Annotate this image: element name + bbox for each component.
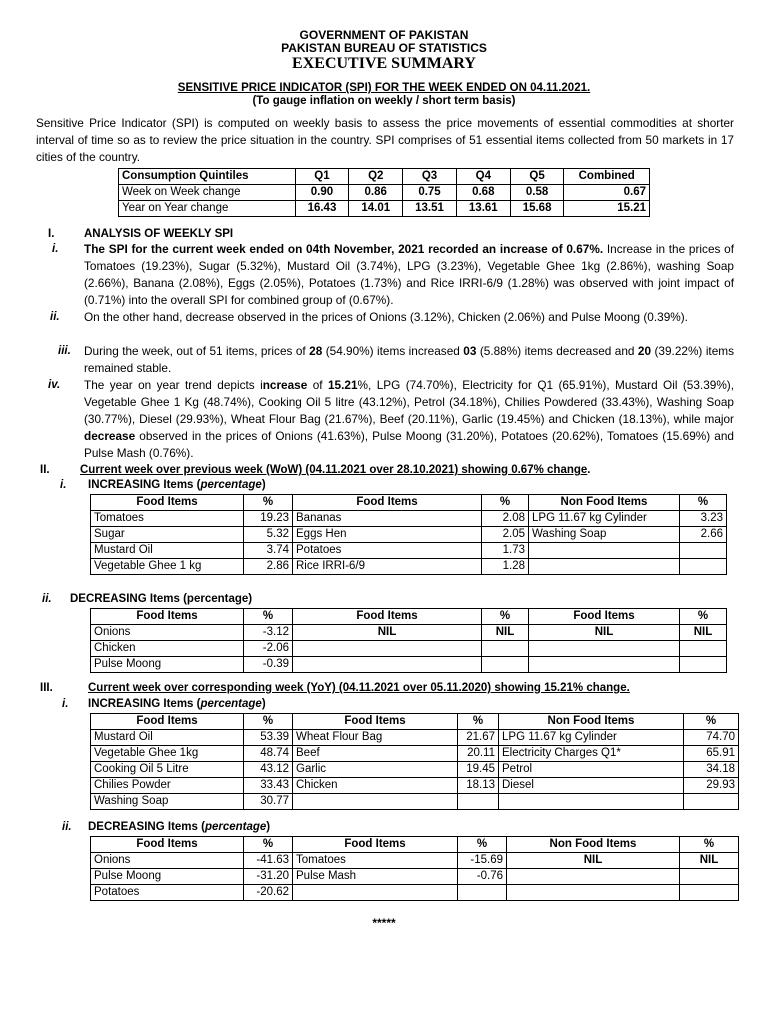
section-2-title: Current week over previous week (WoW) (04.11.2021 over 28.10.2021) showing 0.67% change.: [80, 464, 591, 476]
table-cell: Mustard Oil: [91, 730, 244, 746]
table-row: [91, 762, 739, 778]
table-cell: [499, 794, 684, 810]
table-cell: Tomatoes: [91, 511, 244, 527]
table-cell: 19.45: [458, 762, 499, 778]
table-row: [91, 641, 727, 657]
section-1-number: I.: [48, 228, 55, 240]
table-cell: Mustard Oil: [91, 543, 244, 559]
table-cell: Petrol: [499, 762, 684, 778]
quintile-cell: Year on Year change: [119, 201, 296, 217]
table-header: %: [680, 495, 727, 511]
quintile-cell: Week on Week change: [119, 185, 296, 201]
quintile-cell: 0.58: [510, 185, 564, 201]
table-header: %: [680, 837, 739, 853]
quintile-cell: 0.67: [564, 185, 650, 201]
quintile-header: Q2: [349, 169, 403, 185]
para-1-bold: The SPI for the current week ended on 04th November, 2021 recorded an increase of 0.67%.: [84, 242, 604, 256]
quintiles-header-row: [119, 169, 650, 185]
section-2-dec-title: DECREASING Items (percentage): [70, 593, 253, 605]
table-cell: [293, 885, 458, 901]
table-header: %: [482, 609, 529, 625]
table-cell: Eggs Hen: [293, 527, 482, 543]
table-row: [91, 885, 739, 901]
section-2-dec-number: ii.: [42, 593, 52, 605]
table-cell: LPG 11.67 kg Cylinder: [529, 511, 680, 527]
table-cell: 29.93: [684, 778, 739, 794]
quintile-header: Q4: [456, 169, 510, 185]
table-header: Non Food Items: [529, 495, 680, 511]
table-cell: Beef: [293, 746, 458, 762]
table-cell: Chicken: [293, 778, 458, 794]
table-cell: -0.39: [244, 657, 293, 673]
table-cell: [680, 657, 727, 673]
table-row: [91, 625, 727, 641]
table-header: %: [458, 837, 507, 853]
table-cell: Washing Soap: [529, 527, 680, 543]
table-cell: [293, 794, 458, 810]
wow-decreasing-table: [90, 608, 727, 673]
table-cell: Onions: [91, 853, 244, 869]
table-header: Food Items: [293, 495, 482, 511]
table-cell: [482, 657, 529, 673]
quintile-cell: 15.21: [564, 201, 650, 217]
section-2-number: II.: [40, 464, 50, 476]
table-cell: [684, 794, 739, 810]
section-3-inc-number: i.: [62, 698, 69, 710]
table-cell: -31.20: [244, 869, 293, 885]
table-header: %: [458, 714, 499, 730]
table-header: Food Items: [529, 609, 680, 625]
table-cell: Pulse Mash: [293, 869, 458, 885]
header-spi-title: SENSITIVE PRICE INDICATOR (SPI) FOR THE WEEK ENDED ON 04.11.2021.: [177, 82, 591, 94]
table-cell: Pulse Moong: [91, 869, 244, 885]
table-cell: Potatoes: [293, 543, 482, 559]
table-header: %: [244, 495, 293, 511]
table-header: Food Items: [91, 609, 244, 625]
yoy-decreasing-table: [90, 836, 739, 901]
table-cell: [293, 641, 482, 657]
section-3-inc-title: INCREASING Items (percentage): [88, 698, 266, 710]
table-cell: -20.62: [244, 885, 293, 901]
table-cell: Wheat Flour Bag: [293, 730, 458, 746]
table-row: [91, 853, 739, 869]
header-bureau: PAKISTAN BUREAU OF STATISTICS: [281, 41, 487, 55]
table-cell: 21.67: [458, 730, 499, 746]
table-cell: NIL: [680, 853, 739, 869]
table-cell: [680, 559, 727, 575]
table-cell: 18.13: [458, 778, 499, 794]
table-cell: LPG 11.67 kg Cylinder: [499, 730, 684, 746]
table-header: %: [244, 609, 293, 625]
table-cell: [529, 559, 680, 575]
table-cell: -41.63: [244, 853, 293, 869]
table-cell: 30.77: [244, 794, 293, 810]
table-cell: Onions: [91, 625, 244, 641]
table-cell: [680, 641, 727, 657]
table-cell: Chicken: [91, 641, 244, 657]
table-row: [91, 527, 727, 543]
table-row: [91, 778, 739, 794]
table-cell: 3.74: [244, 543, 293, 559]
quintile-header: Combined: [564, 169, 650, 185]
table-cell: 33.43: [244, 778, 293, 794]
quintile-cell: 0.68: [456, 185, 510, 201]
section-1-title: ANALYSIS OF WEEKLY SPI: [84, 228, 234, 240]
header-government: GOVERNMENT OF PAKISTAN: [299, 28, 469, 42]
table-cell: Garlic: [293, 762, 458, 778]
table-cell: 65.91: [684, 746, 739, 762]
table-header: %: [244, 714, 293, 730]
table-cell: [680, 543, 727, 559]
section-3-dec-number: ii.: [62, 821, 72, 833]
table-header-row: [91, 714, 739, 730]
table-cell: Diesel: [499, 778, 684, 794]
quintile-header: Q5: [510, 169, 564, 185]
table-cell: Washing Soap: [91, 794, 244, 810]
table-cell: 2.05: [482, 527, 529, 543]
quintile-cell: 13.61: [456, 201, 510, 217]
table-cell: Vegetable Ghee 1 kg: [91, 559, 244, 575]
table-cell: [680, 885, 739, 901]
table-header: Non Food Items: [507, 837, 680, 853]
table-cell: NIL: [529, 625, 680, 641]
table-cell: Bananas: [293, 511, 482, 527]
table-cell: Electricity Charges Q1*: [499, 746, 684, 762]
para-1: The SPI for the current week ended on 04th November, 2021 recorded an increase of 0.67%. Increase in the prices of Tomatoes (19.23%), Sugar (5.32%), Mustard Oil (3.74%), LPG (3.23%), Vegetable Ghee 1kg (2.86%), washing Soap (2.66%), Banana (2.08%), Eggs (2.05%), Potatoes (1.73%) and Rice IRRI-6/9 (1.28%) was observed with joint impact of (0.71%) into the overall SPI for combined group of (0.67%).: [84, 242, 734, 307]
quintiles-yoy-row: [119, 201, 650, 217]
table-cell: 1.73: [482, 543, 529, 559]
table-cell: NIL: [293, 625, 482, 641]
quintile-cell: 15.68: [510, 201, 564, 217]
section-2-inc-title: INCREASING Items (percentage): [88, 479, 266, 491]
para-1-number: i.: [52, 243, 59, 255]
table-cell: [507, 885, 680, 901]
quintile-cell: 14.01: [349, 201, 403, 217]
table-cell: Sugar: [91, 527, 244, 543]
quintile-cell: 0.75: [403, 185, 457, 201]
quintiles-wow-row: [119, 185, 650, 201]
table-cell: NIL: [507, 853, 680, 869]
table-cell: 3.23: [680, 511, 727, 527]
para-3-number: iii.: [58, 345, 71, 357]
table-header: Food Items: [293, 609, 482, 625]
table-cell: 34.18: [684, 762, 739, 778]
table-cell: 2.66: [680, 527, 727, 543]
table-cell: NIL: [680, 625, 727, 641]
table-header-row: [91, 837, 739, 853]
table-cell: [458, 885, 507, 901]
table-header-row: [91, 495, 727, 511]
table-cell: -2.06: [244, 641, 293, 657]
table-header: Food Items: [91, 495, 244, 511]
table-row: [91, 869, 739, 885]
header-subtitle: (To gauge inflation on weekly / short term basis): [252, 95, 516, 107]
table-cell: 2.86: [244, 559, 293, 575]
table-cell: [680, 869, 739, 885]
quintile-cell: 16.43: [295, 201, 349, 217]
table-cell: 74.70: [684, 730, 739, 746]
table-cell: [293, 657, 482, 673]
table-header-row: [91, 609, 727, 625]
table-row: [91, 746, 739, 762]
quintiles-table: [118, 168, 650, 217]
quintile-header: Q3: [403, 169, 457, 185]
table-cell: -3.12: [244, 625, 293, 641]
table-cell: 43.12: [244, 762, 293, 778]
table-cell: [507, 869, 680, 885]
para-3: During the week, out of 51 items, prices of 28 (54.90%) items increased 03 (5.88%) items decreased and 20 (39.22%) items remained stable.: [84, 344, 734, 375]
table-row: [91, 794, 739, 810]
section-3-dec-title: DECREASING Items (percentage): [88, 821, 271, 833]
section-3-title: Current week over corresponding week (YoY) (04.11.2021 over 05.11.2020) showing 15.21% change.: [88, 682, 630, 694]
para-4: The year on year trend depicts increase of 15.21%, LPG (74.70%), Electricity for Q1 (65.91%), Mustard Oil (53.39%), Vegetable Ghee 1 Kg (48.74%), Cooking Oil 5 litre (43.12%), Petrol (34.18%), Chilies Powdered (33.43%), Washing Soap (30.77%), Diesel (29.93%), Wheat Flour Bag (21.67%), Beef (20.11%), Garlic (19.45%) and Chicken (18.13%), while major decrease observed in the prices of Onions (41.63%), Pulse Moong (31.20%), Potatoes (20.62%), Tomatoes (15.69%) and Pulse Mash (0.76%).: [84, 378, 735, 460]
table-cell: [458, 794, 499, 810]
table-cell: [529, 641, 680, 657]
section-2-inc-number: i.: [60, 479, 67, 491]
table-cell: [482, 641, 529, 657]
table-row: [91, 511, 727, 527]
quintile-header: Consumption Quintiles: [119, 169, 296, 185]
table-cell: Pulse Moong: [91, 657, 244, 673]
quintile-header: Q1: [295, 169, 349, 185]
table-row: [91, 730, 739, 746]
table-cell: Potatoes: [91, 885, 244, 901]
quintile-cell: 0.90: [295, 185, 349, 201]
table-cell: Vegetable Ghee 1kg: [91, 746, 244, 762]
table-header: %: [244, 837, 293, 853]
para-2: On the other hand, decrease observed in the prices of Onions (3.12%), Chicken (2.06%) and Pulse Moong (0.39%).: [84, 310, 688, 324]
table-header: %: [680, 609, 727, 625]
table-cell: Cooking Oil 5 Litre: [91, 762, 244, 778]
intro-paragraph: Sensitive Price Indicator (SPI) is computed on weekly basis to assess the price movements of essential commodities at shorter interval of time so as to review the price situation in the country. SPI comprises of 51 essential items collected from 50 markets in 17 cities of the country.: [36, 116, 734, 164]
table-header: %: [684, 714, 739, 730]
table-cell: Tomatoes: [293, 853, 458, 869]
para-4-number: iv.: [48, 379, 61, 391]
table-header: %: [482, 495, 529, 511]
table-header: Food Items: [293, 714, 458, 730]
wow-increasing-table: [90, 494, 727, 575]
table-cell: 1.28: [482, 559, 529, 575]
table-cell: 2.08: [482, 511, 529, 527]
table-cell: Chilies Powder: [91, 778, 244, 794]
para-2-number: ii.: [50, 311, 60, 323]
quintile-cell: 13.51: [403, 201, 457, 217]
table-cell: Rice IRRI-6/9: [293, 559, 482, 575]
table-cell: 48.74: [244, 746, 293, 762]
table-header: Non Food Items: [499, 714, 684, 730]
table-header: Food Items: [91, 714, 244, 730]
table-cell: 5.32: [244, 527, 293, 543]
table-cell: NIL: [482, 625, 529, 641]
section-3-number: III.: [40, 682, 53, 694]
table-cell: -0.76: [458, 869, 507, 885]
footer-stars: *****: [372, 916, 396, 930]
table-row: [91, 543, 727, 559]
table-cell: [529, 657, 680, 673]
table-header: Food Items: [91, 837, 244, 853]
yoy-increasing-table: [90, 713, 739, 810]
header-executive-summary: EXECUTIVE SUMMARY: [292, 55, 476, 72]
table-cell: -15.69: [458, 853, 507, 869]
table-cell: 20.11: [458, 746, 499, 762]
table-cell: 19.23: [244, 511, 293, 527]
quintile-cell: 0.86: [349, 185, 403, 201]
table-row: [91, 559, 727, 575]
table-cell: 53.39: [244, 730, 293, 746]
table-header: Food Items: [293, 837, 458, 853]
table-cell: [529, 543, 680, 559]
table-row: [91, 657, 727, 673]
